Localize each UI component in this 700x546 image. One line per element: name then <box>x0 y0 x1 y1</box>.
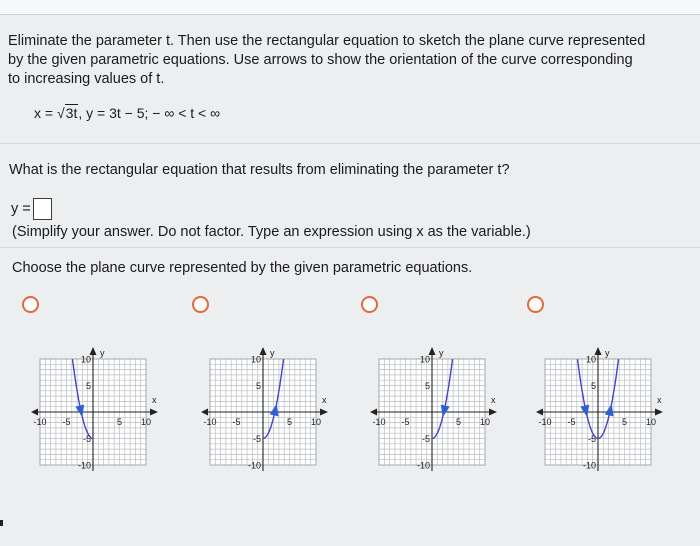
x-axis-label: x <box>491 395 496 405</box>
y-tick-label: -5 <box>421 434 430 444</box>
y-tick-label: -5 <box>252 434 261 444</box>
y-tick-label: -10 <box>582 460 596 471</box>
choice-b-graph[interactable] <box>203 330 353 480</box>
answer-label: y = <box>11 201 31 217</box>
x-tick-label: 5 <box>286 417 293 427</box>
y-tick-label: -10 <box>77 460 91 471</box>
y-tick-label: 10 <box>250 354 261 365</box>
y-tick-label: 10 <box>419 354 430 365</box>
answer-row <box>11 198 52 220</box>
x-equation-prefix: x = <box>34 105 54 121</box>
x-axis-arrowhead <box>489 409 497 416</box>
x-axis-arrowhead <box>31 409 38 416</box>
x-axis-label: x <box>152 395 157 405</box>
problem-statement <box>8 32 698 89</box>
x-axis-arrowhead <box>201 409 208 416</box>
problem-line-3: to increasing values of t. <box>8 71 165 87</box>
y-axis-label: y <box>605 348 610 358</box>
x-tick-label: -5 <box>62 417 71 427</box>
x-tick-label: -10 <box>33 417 47 427</box>
y-tick-label: 10 <box>80 354 91 365</box>
y-tick-label: 5 <box>424 381 430 391</box>
x-tick-label: 10 <box>479 417 491 427</box>
x-axis-arrowhead <box>536 409 543 416</box>
question-panel <box>0 15 700 546</box>
y-tick-label: 10 <box>585 354 596 365</box>
x-tick-label: -5 <box>232 417 241 427</box>
instruction-text: (Simplify your answer. Do not factor. Type an expression using x as the variable.) <box>12 224 531 240</box>
sqrt-radicand: 3t <box>65 105 78 121</box>
choice-c-radio[interactable] <box>361 296 378 313</box>
x-tick-label: 10 <box>140 417 152 427</box>
problem-line-1: Eliminate the parameter t. Then use the rectangular equation to sketch the plane curve represented <box>8 33 646 49</box>
y-axis-label: y <box>270 348 275 358</box>
x-tick-label: 5 <box>455 417 462 427</box>
x-tick-label: -5 <box>567 417 576 427</box>
edge-mark <box>0 520 3 526</box>
y-tick-label: -5 <box>587 434 596 444</box>
y-tick-label: 5 <box>590 381 596 391</box>
choice-d-graph[interactable] <box>538 330 688 480</box>
y-axis-label: y <box>100 348 105 358</box>
choice-b-radio[interactable] <box>192 296 209 313</box>
window-top-edge <box>0 0 700 15</box>
x-tick-label: -10 <box>203 417 217 427</box>
x-tick-label: 10 <box>645 417 657 427</box>
x-axis-label: x <box>322 395 327 405</box>
answer-input[interactable] <box>33 198 52 220</box>
x-axis-arrowhead <box>320 409 328 416</box>
y-tick-label: 5 <box>85 381 91 391</box>
y-tick-label: -10 <box>416 460 430 471</box>
choice-a-radio[interactable] <box>22 296 39 313</box>
divider <box>0 247 700 248</box>
x-tick-label: -5 <box>401 417 410 427</box>
y-tick-label: 5 <box>255 381 261 391</box>
sqrt-expression: √3t <box>56 105 78 121</box>
choice-c-graph[interactable] <box>372 330 522 480</box>
x-tick-label: -10 <box>372 417 386 427</box>
choice-a-graph[interactable] <box>33 330 183 480</box>
x-tick-label: 5 <box>116 417 123 427</box>
equation-rest: , y = 3t − 5; − ∞ < t < ∞ <box>78 105 221 121</box>
x-tick-label: -10 <box>538 417 552 427</box>
choice-d-radio[interactable] <box>527 296 544 313</box>
x-axis-arrowhead <box>370 409 377 416</box>
x-tick-label: 5 <box>621 417 628 427</box>
x-axis-label: x <box>657 395 662 405</box>
y-axis-label: y <box>439 348 444 358</box>
divider <box>0 143 700 144</box>
question-text: What is the rectangular equation that results from eliminating the parameter t? <box>9 162 510 178</box>
x-axis-arrowhead <box>150 409 158 416</box>
parametric-equations <box>34 105 220 121</box>
choose-prompt: Choose the plane curve represented by the given parametric equations. <box>12 260 473 276</box>
y-tick-label: -5 <box>82 434 91 444</box>
x-tick-label: 10 <box>310 417 322 427</box>
problem-line-2: by the given parametric equations. Use arrows to show the orientation of the curve corresponding <box>8 52 633 68</box>
y-tick-label: -10 <box>247 460 261 471</box>
x-axis-arrowhead <box>655 409 663 416</box>
